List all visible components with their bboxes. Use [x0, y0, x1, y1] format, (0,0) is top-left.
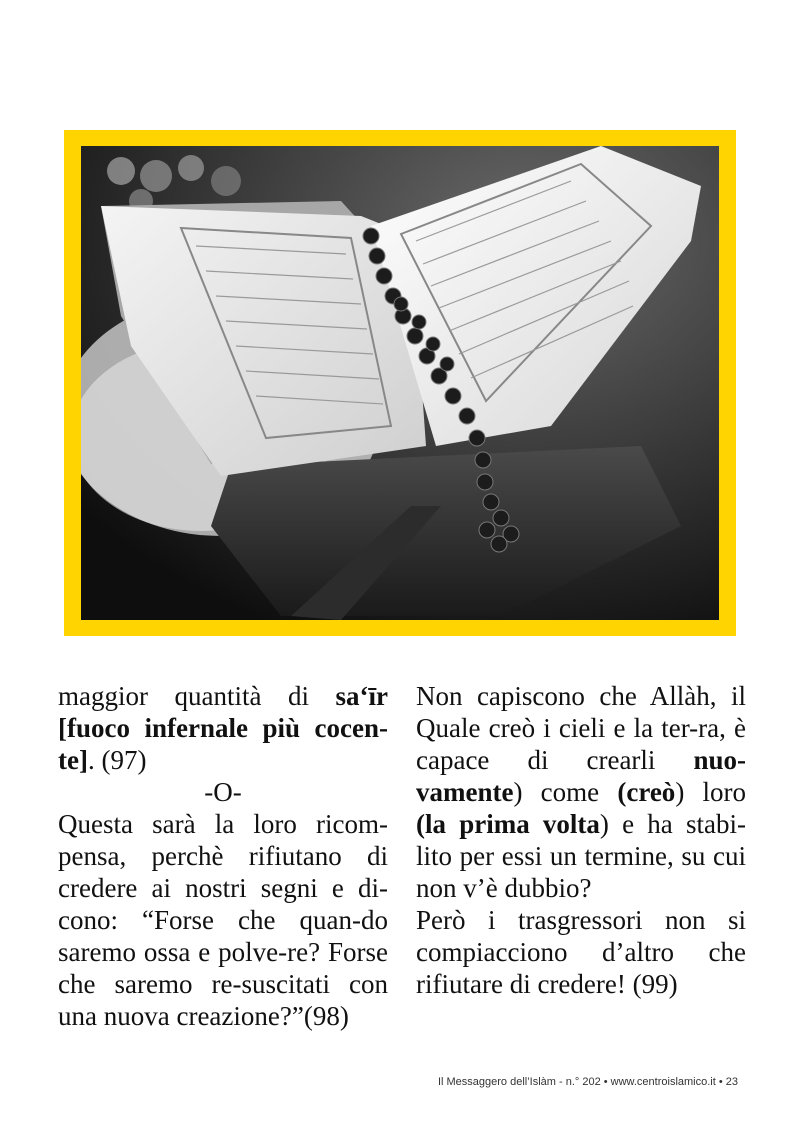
- verse-97-text-1: maggior quantità di: [58, 681, 336, 711]
- page-footer: Il Messaggero dell’Islàm - n.° 202 • www.centroislamico.it • 23: [437, 1076, 738, 1088]
- verse-97-text-2: . (97): [87, 745, 147, 775]
- verse-99-text-3: ) loro: [675, 777, 746, 807]
- verse-97-bold-1: sa‘īr [fuoco infernale più cocen-te]: [58, 681, 388, 775]
- right-text-column: [416, 680, 746, 1000]
- verse-99-text-4: ) e ha stabi-lito per essi un termine, su cui non v’è dubbio?: [416, 809, 746, 903]
- verse-97: [58, 680, 388, 776]
- verse-99-text-2: ) come: [513, 777, 618, 807]
- verse-99-bold-2: (creò: [617, 777, 676, 807]
- verse-99-bold-1: nuo-vamente: [416, 745, 746, 807]
- verse-99b: Però i trasgressori non si compiacciono d’altro che rifiutare di credere! (99): [416, 905, 746, 999]
- verse-99-bold-3: (la prima volta: [416, 809, 600, 839]
- quran-photo: [81, 146, 719, 620]
- left-text-column: [58, 680, 388, 1032]
- section-separator: -O-: [204, 777, 242, 807]
- verse-99a: [416, 680, 746, 904]
- verse-99-text-1: Non capiscono che Allàh, il Quale creò i cieli e la ter-ra, è capace di crearli: [416, 681, 746, 775]
- verse-98: Questa sarà la loro ricom-pensa, perchè rifiutano di credere ai nostri segni e di-cono: “Forse che quan-do saremo ossa e polve-re? Forse che saremo re-suscitati con una nuova creazione?”(98): [58, 809, 388, 1031]
- photo-frame: [64, 130, 736, 636]
